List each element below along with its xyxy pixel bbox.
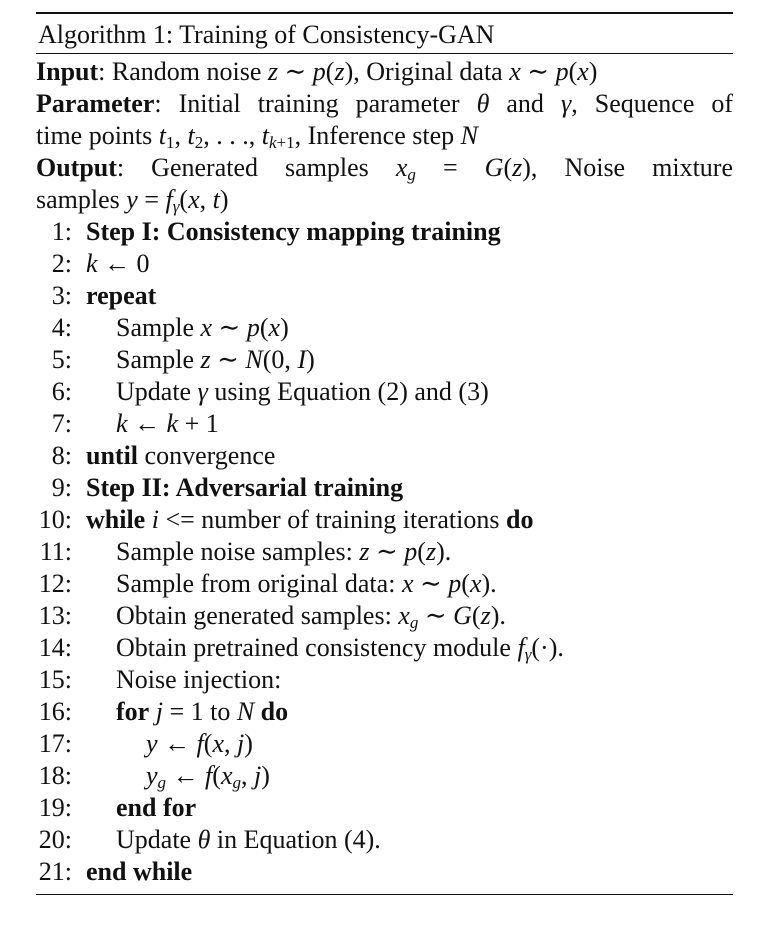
line-number: 12:	[38, 569, 72, 598]
line-text: Sample noise samples:	[116, 537, 353, 566]
math-expression: $y_g$ ← $f(x_g$, j)	[146, 761, 270, 792]
algo-line	[36, 440, 733, 472]
algo-line	[36, 280, 733, 312]
line-number: 16:	[38, 697, 72, 726]
line-number: 20:	[38, 825, 72, 854]
algo-line	[36, 408, 733, 440]
algorithm-header	[36, 54, 733, 216]
algo-line: 20: Update θ in Equation (4).	[36, 824, 733, 856]
math-expression: y ← f(x, j)	[146, 729, 253, 758]
keyword: end while	[86, 857, 193, 886]
algo-line	[36, 664, 733, 696]
parameter-line-2: time points $t_1$, $t_2$, . . ., $t_{k+1}$, Inference step N	[36, 121, 478, 152]
line-number: 2:	[51, 249, 72, 278]
line-number: 21:	[38, 857, 72, 886]
algo-line: 16: for j = 1 to N do	[36, 696, 733, 728]
line-number: 5:	[51, 345, 72, 374]
parameter-inference: , Inference step	[294, 121, 455, 150]
algo-line: 12: Sample from original data: x ∼ p(x).	[36, 568, 733, 600]
line-number: 10:	[38, 505, 72, 534]
output-samples: samples	[36, 185, 120, 214]
line-text: convergence	[144, 441, 276, 470]
line-text: Update	[116, 377, 192, 406]
line-text: <= number of training iterations	[165, 505, 500, 534]
keyword: repeat	[86, 281, 157, 310]
algo-line: 4: Sample x ∼ p(x)	[36, 312, 733, 344]
parameter-time-points: time points	[36, 121, 153, 150]
algo-line: 6: Update γ using Equation (2) and (3)	[36, 376, 733, 408]
line-number: 9:	[51, 473, 72, 502]
input-mid: , Original data	[353, 57, 503, 86]
output-keyword: Output	[36, 153, 117, 182]
line-number: 1:	[51, 217, 72, 246]
output-noise: , Noise mixture	[530, 153, 734, 182]
line-number: 19:	[38, 793, 72, 822]
line-number: 8:	[51, 441, 72, 470]
parameter-text: : Initial training parameter	[154, 89, 460, 118]
algo-line	[36, 760, 733, 792]
algo-line	[36, 728, 733, 760]
parameter-line-1: Parameter: Initial training parameter θ and γ, Sequence of	[36, 89, 734, 118]
step-heading: Step II: Adversarial training	[86, 473, 404, 502]
algorithm-body	[36, 216, 733, 888]
algo-line	[36, 792, 733, 824]
parameter-and: and	[506, 89, 544, 118]
step-heading: Step I: Consistency mapping training	[86, 217, 501, 246]
algo-line: 14: Obtain pretrained consistency module $f_\gamma(\cdot)$.	[36, 632, 733, 664]
algorithm-block	[36, 12, 733, 895]
algo-line	[36, 248, 733, 280]
algo-line: 11: Sample noise samples: z ∼ p(z).	[36, 536, 733, 568]
line-number: 17:	[38, 729, 72, 758]
line-text-2: using Equation (2) and (3)	[214, 377, 489, 406]
parameter-seq: , Sequence of	[571, 89, 734, 118]
keyword: until	[86, 441, 139, 470]
line-text: Obtain pretrained consistency module	[116, 633, 511, 662]
line-text: Obtain generated samples:	[116, 601, 392, 630]
line-number: 3:	[51, 281, 72, 310]
input-keyword: Input	[36, 57, 99, 86]
line-text-2: in Equation (4).	[216, 825, 381, 854]
algo-line: 13: Obtain generated samples: $x_g$ ∼ G(z).	[36, 600, 733, 632]
keyword: end for	[116, 793, 197, 822]
line-number: 14:	[38, 633, 72, 662]
input-line: Input: Random noise z ∼ p(z), Original data x ∼ p(x)	[36, 57, 598, 86]
keyword: while	[86, 505, 146, 534]
line-text: Sample	[116, 313, 194, 342]
keyword: do	[260, 697, 289, 726]
algorithm-caption	[36, 14, 733, 53]
caption-title: Training of Consistency-GAN	[179, 20, 495, 49]
parameter-keyword: Parameter	[36, 89, 155, 118]
input-text: : Random noise	[98, 57, 262, 86]
line-number: 4:	[51, 313, 72, 342]
keyword: for	[116, 697, 150, 726]
line-text: Update	[116, 825, 192, 854]
output-text: : Generated samples	[116, 153, 369, 182]
math-expression: k ← k + 1	[116, 409, 219, 438]
keyword: do	[506, 505, 534, 534]
math-expression: k ← 0	[86, 249, 150, 278]
line-number: 15:	[38, 665, 72, 694]
output-line-1: Output: Generated samples $x_g = G(z)$, Noise mixture	[36, 153, 734, 184]
line-number: 6:	[51, 377, 72, 406]
output-line-2: samples $y = f_\gamma(x$, t)	[36, 185, 229, 216]
algo-line: 10: while i <= number of training iterations do	[36, 504, 733, 536]
bottom-rule	[36, 894, 733, 895]
algo-line	[36, 472, 733, 504]
line-number: 11:	[39, 537, 72, 566]
line-text: Sample	[116, 345, 194, 374]
line-number: 7:	[51, 409, 72, 438]
algo-line: 5: Sample z ∼ N(0, I)	[36, 344, 733, 376]
algo-line	[36, 856, 733, 888]
line-number: 18:	[38, 761, 72, 790]
line-text: = 1 to	[169, 697, 231, 726]
line-number: 13:	[38, 601, 72, 630]
line-text: Sample from original data:	[116, 569, 396, 598]
caption-label: Algorithm 1:	[38, 20, 174, 49]
algo-line	[36, 216, 733, 248]
line-text: Noise injection:	[116, 665, 282, 694]
